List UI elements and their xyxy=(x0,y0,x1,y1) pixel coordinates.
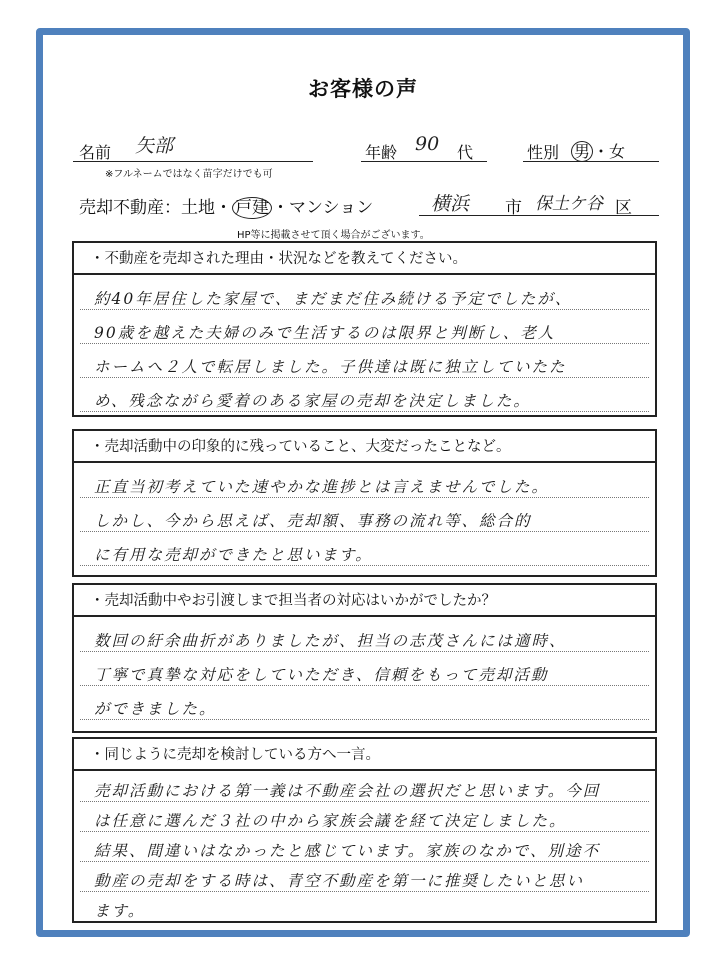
property-land: 土地 xyxy=(181,198,215,218)
question-reason: ・不動産を売却された理由・状況などを教えてください。 xyxy=(74,243,655,275)
ward-unit: 区 xyxy=(615,198,632,218)
gender-options xyxy=(571,139,625,162)
property-separator-2: ・ xyxy=(272,198,289,218)
section-reason xyxy=(72,241,657,417)
answer-line: しかし、今から思えば、売却額、事務の流れ等、総合的 xyxy=(94,512,532,530)
gender-label: 性別 xyxy=(527,143,560,162)
hp-note: HP等に掲載させて頂く場合がございます。 xyxy=(237,230,430,241)
address-underline xyxy=(419,215,659,216)
answer-line: は任意に選んだ３社の中から家族会議を経て決定しました。 xyxy=(94,812,567,830)
property-row xyxy=(79,193,373,218)
age-value: 90 xyxy=(415,133,440,155)
gender-male: 男 xyxy=(571,141,593,162)
age-underline xyxy=(361,161,487,162)
answer-lines-impression xyxy=(74,463,655,575)
answer-line: 丁寧で真摯な対応をしていただき、信頼をもって売却活動 xyxy=(94,666,549,684)
answer-line: ホームへ２人で転居しました。子供達は既に独立していたた xyxy=(94,358,567,376)
answer-line: ます。 xyxy=(94,902,146,920)
answer-line: 動産の売却をする時は、青空不動産を第一に推奨したいと思い xyxy=(94,872,585,890)
answer-line: 結果、間違いはなかったと感じています。家族のなかで、別途不 xyxy=(94,842,600,860)
ward-value: 保土ケ谷 xyxy=(535,194,603,214)
survey-form xyxy=(36,28,690,937)
property-mansion: マンション xyxy=(289,198,374,218)
answer-line: 約40年居住した家屋で、まだまだ住み続ける予定でしたが、 xyxy=(94,290,573,308)
form-title: お客様の声 xyxy=(308,77,418,101)
name-value: 矢部 xyxy=(135,135,174,157)
city-unit: 市 xyxy=(505,198,522,218)
name-underline xyxy=(73,161,313,162)
name-label: 名前 xyxy=(79,143,112,162)
property-house: 戸建 xyxy=(232,197,272,219)
name-note: ※フルネームではなく苗字だけでも可 xyxy=(105,169,273,180)
answer-line: 正直当初考えていた速やかな進捗とは言えませんでした。 xyxy=(94,478,550,496)
property-separator-1: ・ xyxy=(215,198,232,218)
question-advice: ・同じように売却を検討している方へ一言。 xyxy=(74,739,655,771)
question-impression: ・売却活動中の印象的に残っていること、大変だったことなど。 xyxy=(74,431,655,463)
section-impression xyxy=(72,429,657,577)
answer-line: 売却活動における第一義は不動産会社の選択だと思います。今回 xyxy=(94,782,601,800)
question-staff: ・売却活動中やお引渡しまで担当者の対応はいかがでしたか？ xyxy=(74,585,655,617)
age-label: 年齢 xyxy=(365,143,398,162)
answer-lines-advice xyxy=(74,771,655,921)
city-value: 横浜 xyxy=(431,193,470,215)
property-label: 売却不動産： xyxy=(79,198,181,218)
answer-line: に有用な売却ができたと思います。 xyxy=(94,546,373,564)
gender-separator: ・ xyxy=(593,142,610,161)
answer-lines-reason xyxy=(74,275,655,415)
answer-lines-staff xyxy=(74,617,655,731)
answer-line: 90歳を越えた夫婦のみで生活するのは限界と判断し、老人 xyxy=(94,324,556,342)
section-staff xyxy=(72,583,657,733)
answer-line: ができました。 xyxy=(94,700,217,718)
gender-underline xyxy=(523,161,659,162)
age-unit: 代 xyxy=(457,143,474,162)
section-advice xyxy=(72,737,657,923)
answer-line: め、残念ながら愛着のある家屋の売却を決定しました。 xyxy=(94,392,531,410)
gender-female: 女 xyxy=(609,142,626,161)
answer-line: 数回の紆余曲折がありましたが、担当の志茂さんには適時、 xyxy=(94,632,567,650)
